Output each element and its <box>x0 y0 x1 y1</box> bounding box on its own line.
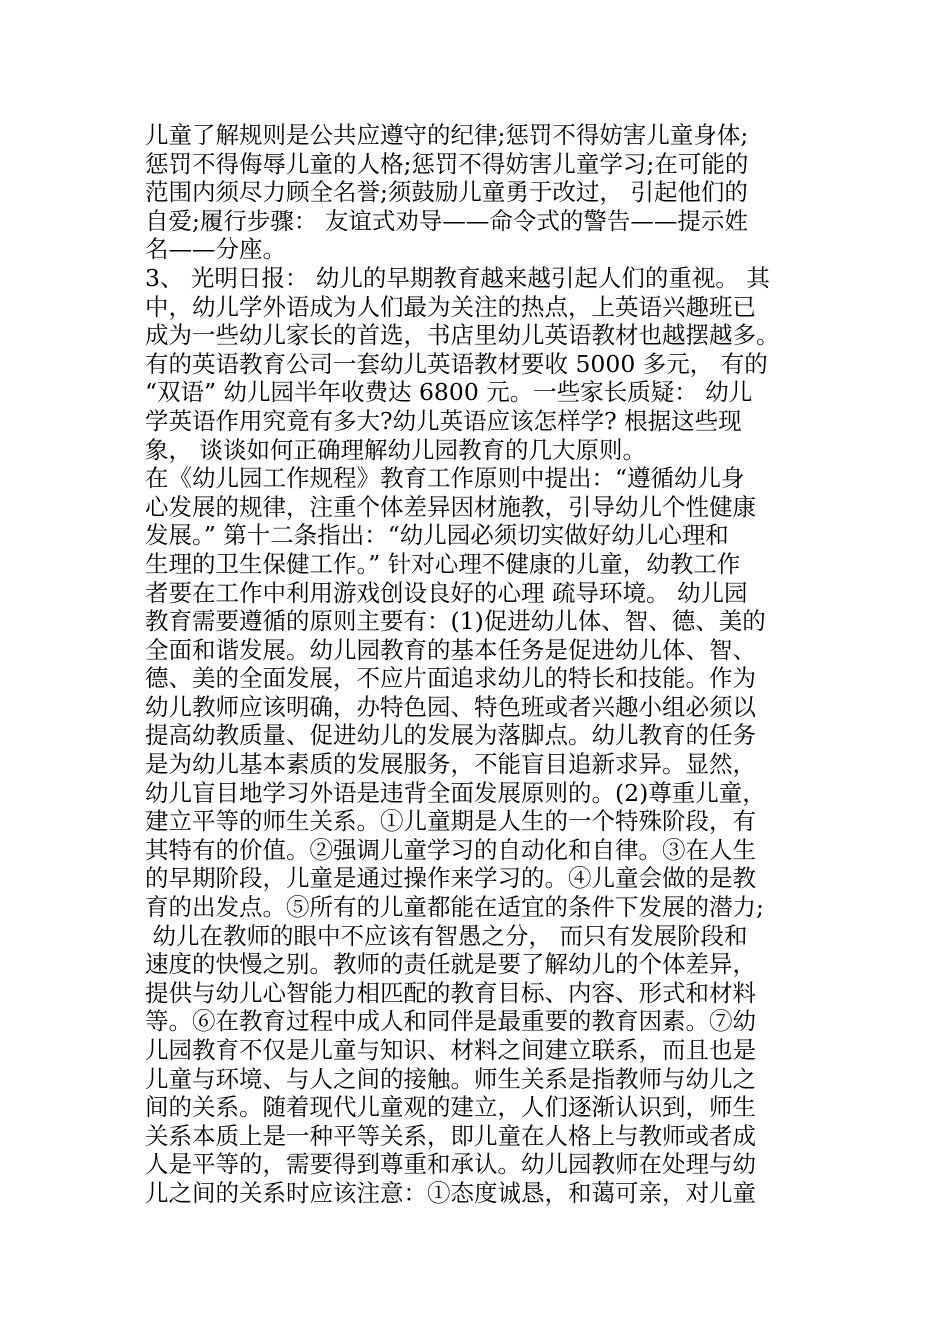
text-line: 范围内须尽力顾全名誉;须鼓励儿童勇于改过， 引起他们的 <box>145 178 748 207</box>
text-line: 儿园教育不仅是儿童与知识、材料之间建立联系，而且也是 <box>145 1036 756 1064</box>
text-line: 间的关系。随着现代儿童观的建立，人们逐渐认识到，师生 <box>145 1093 756 1122</box>
text-line: “双语” 幼儿园半年收费达 6800 元。一些家长质疑： 幼儿 <box>145 378 753 407</box>
text-line: 幼儿在教师的眼中不应该有智愚之分， 而只有发展阶段和 <box>145 921 748 950</box>
text-line: 者要在工作中利用游戏创设良好的心理 疏导环境。 幼儿园 <box>145 578 748 607</box>
body-text <box>145 121 815 1208</box>
text-line: 建立平等的师生关系。①儿童期是人生的一个特殊阶段，有 <box>145 807 756 836</box>
text-line: 关系本质上是一种平等关系，即儿童在人格上与教师或者成 <box>145 1121 756 1150</box>
text-line: 速度的快慢之别。教师的责任就是要了解幼儿的个体差异， <box>145 950 756 979</box>
text-line: 等。⑥在教育过程中成人和同伴是最重要的教育因素。⑦幼 <box>145 1007 756 1036</box>
text-line: 教育需要遵循的原则主要有：(1)促进幼儿体、智、德、美的 <box>145 607 766 636</box>
question-heading-line: 3、 光明日报： 幼儿的早期教育越来越引起人们的重视。 其 <box>145 263 770 292</box>
text-line: 的早期阶段，儿童是通过操作来学习的。④儿童会做的是教 <box>145 864 756 893</box>
text-line: 儿童了解规则是公共应遵守的纪律;惩罚不得妨害儿童身体; <box>145 121 749 149</box>
text-line: 育的出发点。⑤所有的儿童都能在适宜的条件下发展的潜力; <box>145 893 764 922</box>
text-line: 有的英语教育公司一套幼儿英语教材要收 5000 多元， 有的 <box>145 349 768 378</box>
text-line: 名——分座。 <box>145 235 286 264</box>
text-line: 其特有的价值。②强调儿童学习的自动化和自律。③在人生 <box>145 835 756 864</box>
text-line: 是为幼儿基本素质的发展服务，不能盲目追新求异。显然， <box>145 750 756 779</box>
answer-start-line: 在《幼儿园工作规程》教育工作原则中提出：“遵循幼儿身 <box>145 464 745 493</box>
text-line: 惩罚不得侮辱儿童的人格;惩罚不得妨害儿童学习;在可能的 <box>145 149 749 178</box>
text-line: 提供与幼儿心智能力相匹配的教育目标、内容、形式和材料 <box>145 978 756 1007</box>
text-line: 全面和谐发展。幼儿园教育的基本任务是促进幼儿体、智、 <box>145 635 756 664</box>
text-line: 发展。” 第十二条指出：“幼儿园必须切实做好幼儿心理和 <box>145 521 729 550</box>
text-line: 心发展的规律，注重个体差异因材施教，引导幼儿个性健康 <box>145 492 756 521</box>
text-line: 幼儿盲目地学习外语是违背全面发展原则的。(2)尊重儿童， <box>145 778 766 807</box>
text-line: 学英语作用究竟有多大?幼儿英语应该怎样学? 根据这些现 <box>145 406 742 435</box>
text-line: 人是平等的，需要得到尊重和承认。幼儿园教师在处理与幼 <box>145 1150 756 1179</box>
text-line: 成为一些幼儿家长的首选，书店里幼儿英语教材也越摆越多。 <box>145 321 780 350</box>
text-line: 象， 谈谈如何正确理解幼儿园教育的几大原则。 <box>145 435 646 464</box>
text-line: 提高幼教质量、促进幼儿的发展为落脚点。幼儿教育的任务 <box>145 721 756 750</box>
text-line: 德、美的全面发展，不应片面追求幼儿的特长和技能。作为 <box>145 664 756 693</box>
text-line: 幼儿教师应该明确，办特色园、特色班或者兴趣小组必须以 <box>145 692 756 721</box>
text-line: 中，幼儿学外语成为人们最为关注的热点，上英语兴趣班已 <box>145 292 756 321</box>
text-line: 儿童与环境、与人之间的接触。师生关系是指教师与幼儿之 <box>145 1064 756 1093</box>
text-line: 生理的卫生保健工作。” 针对心理不健康的儿童，幼教工作 <box>145 549 741 578</box>
text-line: 自爱;履行步骤： 友谊式劝导——命令式的警告——提示姓 <box>145 206 748 235</box>
text-line: 儿之间的关系时应该注意：①态度诚恳，和蔼可亲，对儿童 <box>145 1178 756 1207</box>
